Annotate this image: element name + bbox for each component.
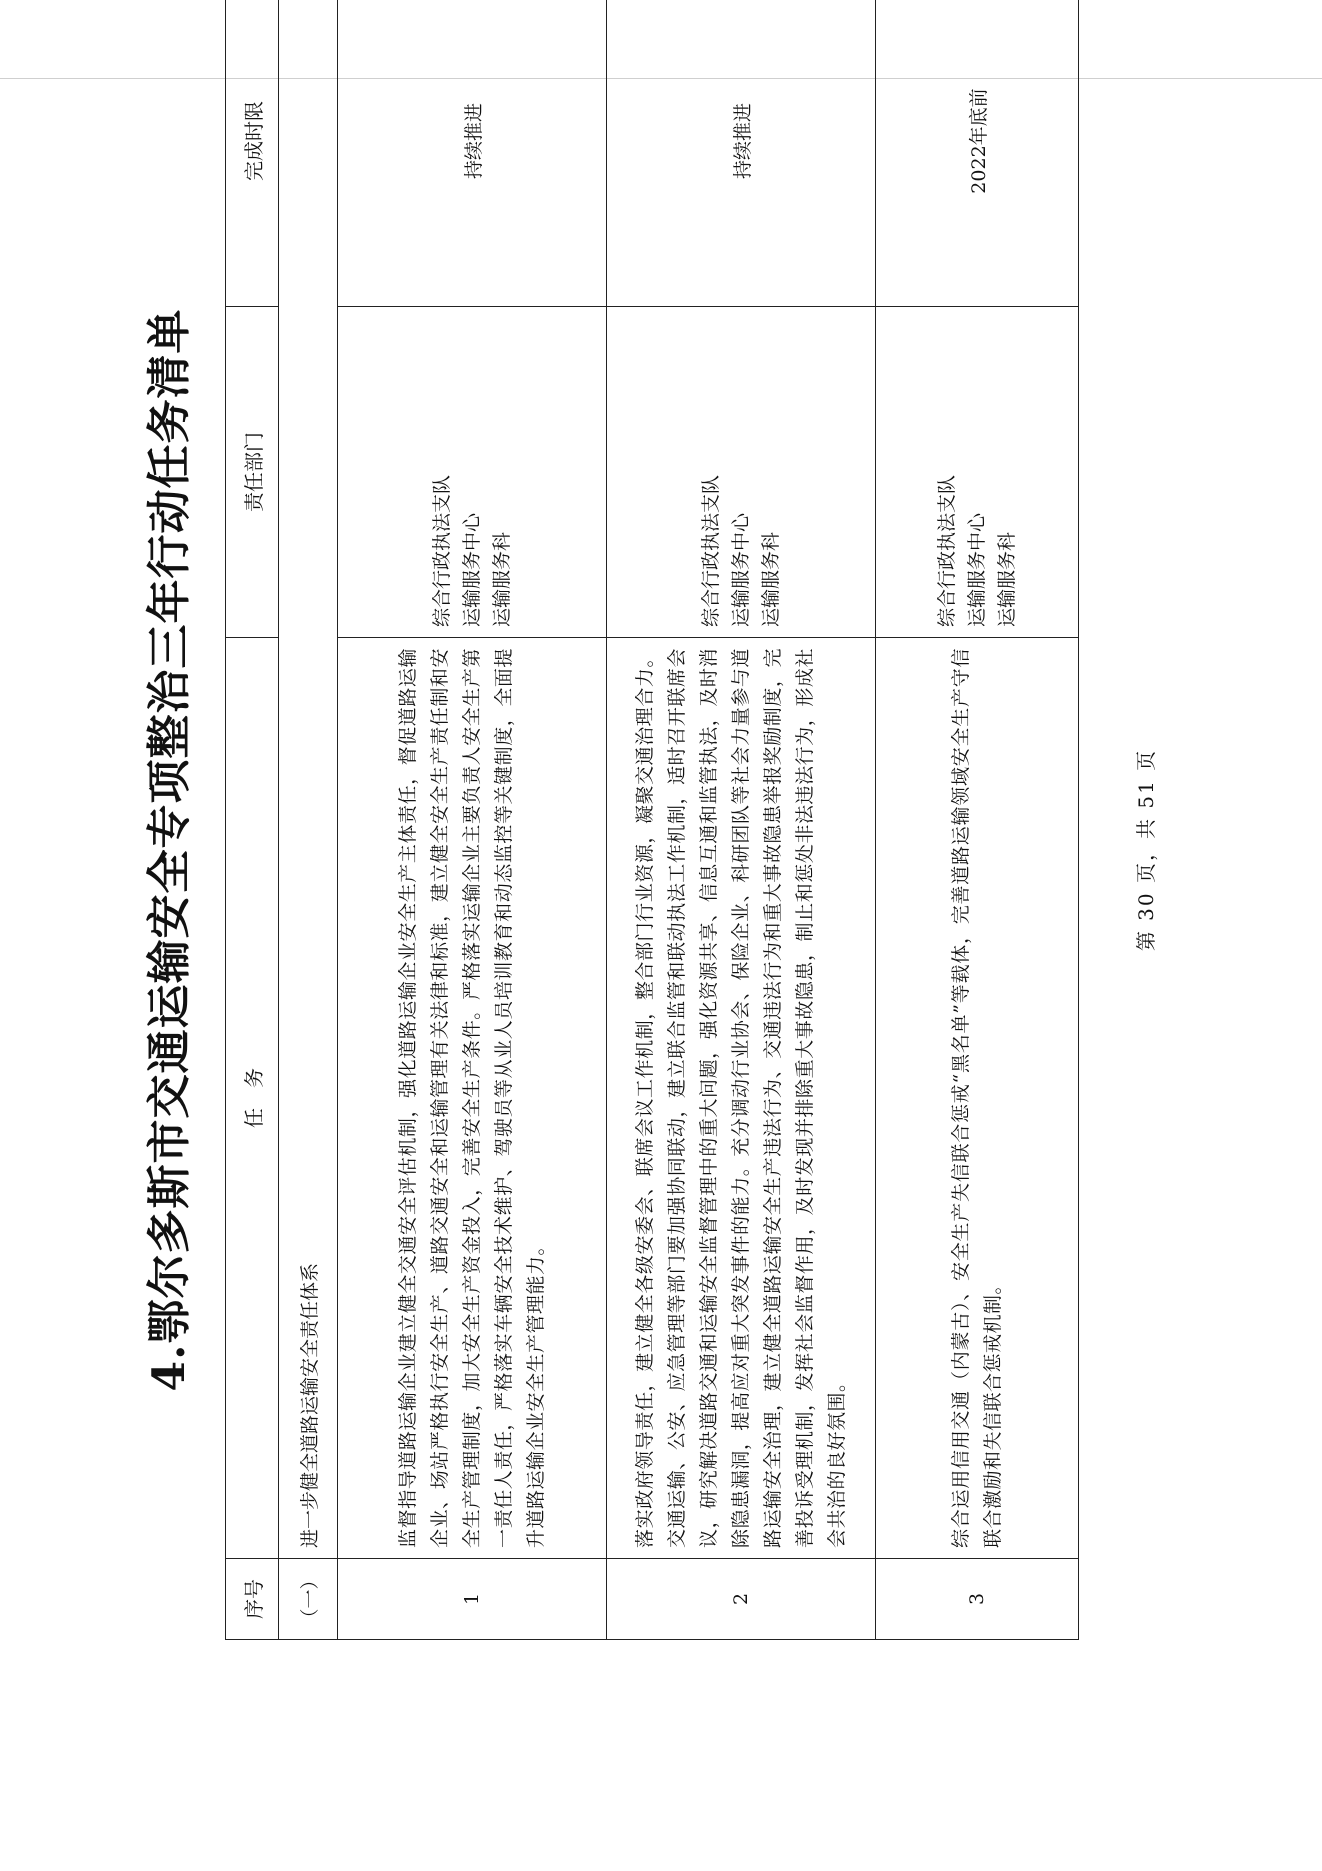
dept-line: 运输服务科 <box>491 531 513 627</box>
rotated-page <box>120 60 1158 1640</box>
dept-line: 运输服务科 <box>760 531 782 627</box>
header-task: 任 务 <box>226 638 279 1559</box>
header-deadline: 完成时限 <box>226 0 279 307</box>
section-row <box>279 0 338 1640</box>
section-seq: （一） <box>279 1559 338 1640</box>
document-title: 4.鄂尔多斯市交通运输安全专项整治三年行动任务清单 <box>144 308 195 1392</box>
task-table <box>225 0 1079 1640</box>
row-seq: 1 <box>338 1559 607 1640</box>
row-seq: 2 <box>607 1559 876 1640</box>
table-row <box>607 0 876 1640</box>
dept-line: 运输服务中心 <box>461 512 483 627</box>
dept-line: 综合行政执法支队 <box>431 474 453 627</box>
row-deadline: 持续推进 <box>338 0 607 307</box>
page-footer: 第 30 页，共 51 页 <box>1134 748 1158 952</box>
dept-line: 综合行政执法支队 <box>700 474 722 627</box>
table-row <box>876 0 1079 1640</box>
row-task: 落实政府领导责任，建立健全各级安委会、联席会议工作机制，整合部门行业资源，凝聚交通治理合力。交通运输、公安、应急管理等部门要加强协同联动，建立联合监管和联动执法工作机制，适时召开联席会议，研究解决道路交通和运输安全监督管理中的重大问题，强化资源共享、信息互通和监管执法，及时消除隐患漏洞，提高应对重大突发事件的能力。充分调动行业协会、保险企业、科研团队等社会力量参与道路运输安全治理，建立健全道路运输安全生产违法行为、交通违法行为和重大事故隐患举报奖励制度，完善投诉受理机制，发挥社会监督作用，及时发现并排除重大事故隐患，制止和惩处非法违法行为，形成社会共治的良好氛围。 <box>607 638 876 1559</box>
table-row <box>338 0 607 1640</box>
header-dept: 责任部门 <box>226 307 279 638</box>
dept-line: 运输服务科 <box>996 531 1018 627</box>
row-task: 综合运用信用交通（内蒙古）、安全生产失信联合惩戒“黑名单”等载体，完善道路运输领域安全生产守信联合激励和失信联合惩戒机制。 <box>876 638 1079 1559</box>
dept-line: 运输服务中心 <box>730 512 752 627</box>
row-deadline: 持续推进 <box>607 0 876 307</box>
row-dept <box>876 307 1079 638</box>
dept-line: 运输服务中心 <box>966 512 988 627</box>
row-deadline: 2022年底前 <box>876 0 1079 307</box>
table-header-row <box>226 0 279 1640</box>
row-dept <box>338 307 607 638</box>
row-dept <box>607 307 876 638</box>
row-seq: 3 <box>876 1559 1079 1640</box>
row-task: 监督指导道路运输企业建立健全交通安全评估机制，强化道路运输企业安全生产主体责任，督促道路运输企业、场站严格执行安全生产、道路交通安全和运输管理有关法律和标准，建立健全安全生产责任制和安全生产管理制度，加大安全生产资金投入，完善安全生产条件。严格落实运输企业主要负责人安全生产第一责任人责任，严格落实车辆安全技术维护、驾驶员等从业人员培训教育和动态监控等关键制度，全面提升道路运输企业安全生产管理能力。 <box>338 638 607 1559</box>
dept-line: 综合行政执法支队 <box>936 474 958 627</box>
section-title: 进一步健全道路运输安全责任体系 <box>279 0 338 1559</box>
header-seq: 序号 <box>226 1559 279 1640</box>
